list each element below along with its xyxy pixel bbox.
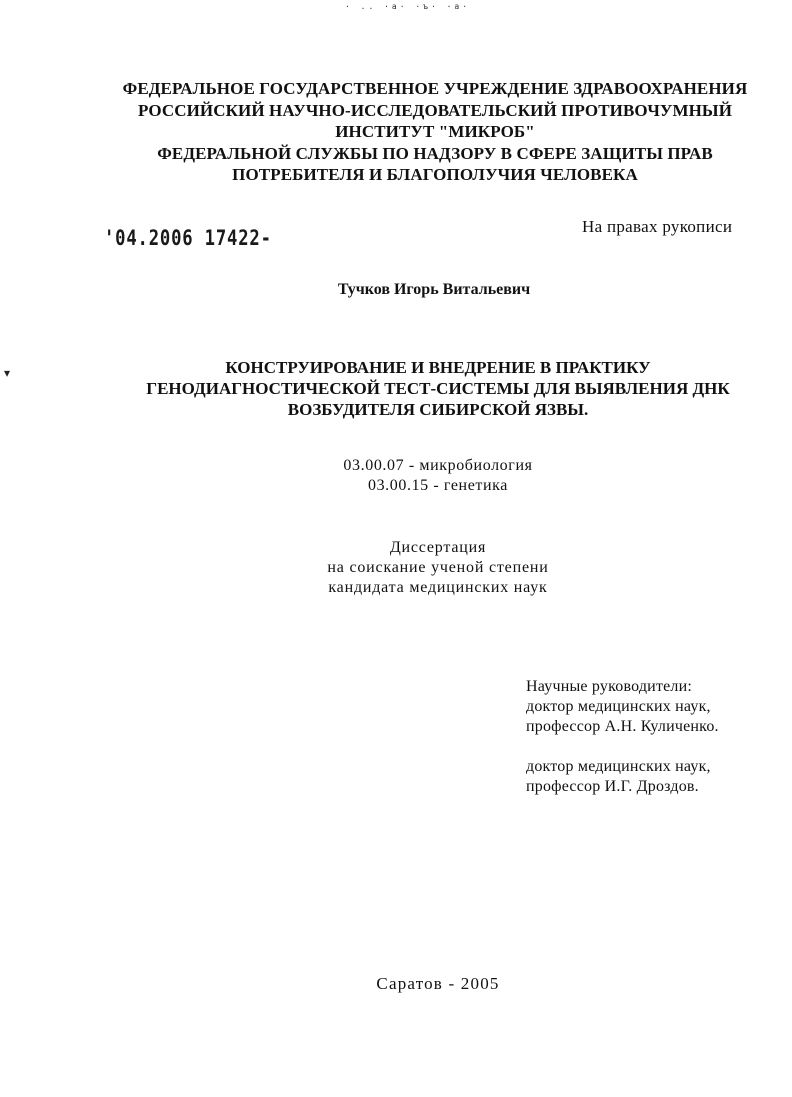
supervisors-heading: Научные руководители: [526,678,693,695]
institution-line: ПОТРЕБИТЕЛЯ И БЛАГОПОЛУЧИЯ ЧЕЛОВЕКА [232,165,638,184]
degree-line: на соискание ученой степени [327,559,549,576]
thesis-title-line: ГЕНОДИАГНОСТИЧЕСКОЙ ТЕСТ-СИСТЕМЫ ДЛЯ ВЫЯВЛЕНИЯ ДНК [146,379,730,398]
institution-header [40,78,792,186]
degree-statement [48,538,792,598]
degree-line: кандидата медицинских наук [328,579,548,596]
degree-line: Диссертация [389,539,487,556]
institution-line: ФЕДЕРАЛЬНОЕ ГОСУДАРСТВЕННОЕ УЧРЕЖДЕНИЕ ЗДРАВООХРАНЕНИЯ [122,79,748,98]
scientific-supervisors [526,677,719,797]
supervisor-title: доктор медицинских наук, [526,758,711,775]
specialty-code: 03.00.15 - генетика [367,477,509,494]
spacer [526,737,719,757]
author-name: Тучков Игорь Витальевич [337,281,531,298]
city-and-year: Саратов - 2005 [376,974,500,993]
supervisor-title: доктор медицинских наук, [526,698,711,715]
thesis-title [48,357,792,420]
manuscript-rights-note: На правах рукописи [582,217,733,236]
supervisor-name: профессор И.Г. Дроздов. [526,778,699,795]
thesis-title-line: КОНСТРУИРОВАНИЕ И ВНЕДРЕНИЕ В ПРАКТИКУ [225,358,651,377]
registry-stamp-number: '04.2006 17422- [104,226,272,250]
scan-artifact-marks: · .. ·а· ·ъ· ·а· [345,2,471,11]
supervisor-name: профессор А.Н. Куличенко. [526,718,719,735]
specialty-code: 03.00.07 - микробиология [343,457,533,474]
thesis-title-line: ВОЗБУДИТЕЛЯ СИБИРСКОЙ ЯЗВЫ. [287,400,589,419]
institution-line: ИНСТИТУТ "МИКРОБ" [335,122,535,141]
institution-line: РОССИЙСКИЙ НАУЧНО-ИССЛЕДОВАТЕЛЬСКИЙ ПРОТИВОЧУМНЫЙ [137,100,733,120]
specialty-codes [48,456,792,496]
margin-mark-icon: ▾ [4,366,11,380]
institution-line: ФЕДЕРАЛЬНОЙ СЛУЖБЫ ПО НАДЗОРУ В СФЕРЕ ЗАЩИТЫ ПРАВ [157,143,713,163]
